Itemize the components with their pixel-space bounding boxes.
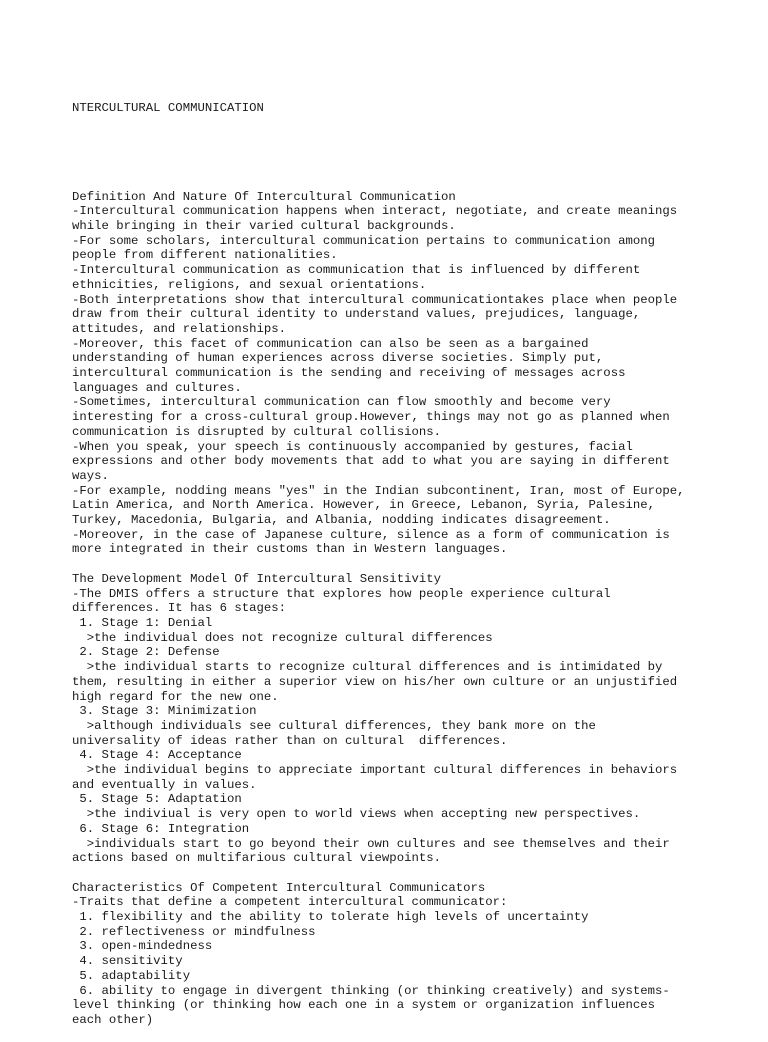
spacer <box>72 146 708 161</box>
text-line: >although individuals see cultural differences, they bank more on the <box>72 718 596 733</box>
text-line: 5. Stage 5: Adaptation <box>72 792 242 807</box>
text-line: universality of ideas rather than on cultural differences. <box>72 733 508 748</box>
text-line: 3. Stage 3: Minimization <box>72 704 257 719</box>
document-sections <box>72 190 708 1028</box>
text-line: -Moreover, in the case of Japanese culture, silence as a form of communication is <box>72 527 670 542</box>
section <box>72 881 708 1028</box>
text-line: -When you speak, your speech is continuously accompanied by gestures, facial <box>72 439 633 454</box>
text-line: draw from their cultural identity to understand values, prejudices, language, <box>72 307 641 322</box>
text-line: -Intercultural communication as communication that is influenced by different <box>72 263 641 278</box>
text-line: -For example, nodding means "yes" in the Indian subcontinent, Iran, most of Europe, <box>72 483 685 498</box>
text-line: -Intercultural communication happens when interact, negotiate, and create meanings <box>72 204 678 219</box>
text-line: >individuals start to go beyond their own cultures and see themselves and their <box>72 836 670 851</box>
section <box>72 190 708 572</box>
text-line: each other) <box>72 1012 154 1027</box>
text-line: attitudes, and relationships. <box>72 321 287 336</box>
text-line: Turkey, Macedonia, Bulgaria, and Albania, nodding indicates disagreement. <box>72 513 611 528</box>
text-line: 1. flexibility and the ability to tolerate high levels of uncertainty <box>72 910 589 925</box>
document-page <box>72 72 708 1042</box>
text-line: -For some scholars, intercultural communication pertains to communication among <box>72 233 655 248</box>
text-line: 5. adaptability <box>72 968 191 983</box>
text-line: more integrated in their customs than in Western languages. <box>72 542 508 557</box>
text-line: while bringing in their varied cultural backgrounds. <box>72 219 456 234</box>
text-line: interesting for a cross-cultural group.However, things may not go as planned when <box>72 410 670 425</box>
text-line: 2. reflectiveness or mindfulness <box>72 924 316 939</box>
text-line: >the indiviual is very open to world views when accepting new perspectives. <box>72 807 641 822</box>
text-line: -Sometimes, intercultural communication can flow smoothly and become very <box>72 395 611 410</box>
section-heading: Characteristics Of Competent Intercultural Communicators <box>72 880 486 895</box>
section-heading: The Development Model Of Intercultural Sensitivity <box>72 571 441 586</box>
text-line: communication is disrupted by cultural collisions. <box>72 424 441 439</box>
text-line: ethnicities, religions, and sexual orientations. <box>72 277 427 292</box>
text-line: 3. open-mindedness <box>72 939 213 954</box>
spacer <box>72 866 708 881</box>
text-line: 1. Stage 1: Denial <box>72 615 213 630</box>
text-line: differences. It has 6 stages: <box>72 601 287 616</box>
text-line: intercultural communication is the sending and receiving of messages across <box>72 366 626 381</box>
text-line: >the individual starts to recognize cultural differences and is intimidated by <box>72 660 663 675</box>
text-line: expressions and other body movements that add to what you are saying in different <box>72 454 670 469</box>
text-line: high regard for the new one. <box>72 689 279 704</box>
text-line: them, resulting in either a superior view on his/her own culture or an unjustified <box>72 674 678 689</box>
spacer <box>72 557 708 572</box>
text-line: -Traits that define a competent intercultural communicator: <box>72 895 508 910</box>
text-line: level thinking (or thinking how each one in a system or organization influences <box>72 998 655 1013</box>
text-line: ways. <box>72 468 109 483</box>
text-line: >the individual begins to appreciate important cultural differences in behaviors <box>72 763 678 778</box>
text-line: 6. ability to engage in divergent thinking (or thinking creatively) and systems- <box>72 983 670 998</box>
section <box>72 572 708 881</box>
text-line: actions based on multifarious cultural viewpoints. <box>72 851 441 866</box>
text-line: -Moreover, this facet of communication can also be seen as a bargained <box>72 336 589 351</box>
text-line: Latin America, and North America. However, in Greece, Lebanon, Syria, Palesine, <box>72 498 655 513</box>
text-line: understanding of human experiences across diverse societies. Simply put, <box>72 351 604 366</box>
text-line: -The DMIS offers a structure that explores how people experience cultural <box>72 586 611 601</box>
text-line: and eventually in values. <box>72 777 257 792</box>
text-line: 4. Stage 4: Acceptance <box>72 748 242 763</box>
text-line: >the individual does not recognize cultural differences <box>72 630 493 645</box>
section-heading: Definition And Nature Of Intercultural Communication <box>72 189 456 204</box>
text-line: people from different nationalities. <box>72 248 338 263</box>
text-line: -Both interpretations show that intercultural communicationtakes place when people <box>72 292 678 307</box>
text-line: 2. Stage 2: Defense <box>72 645 220 660</box>
text-line: languages and cultures. <box>72 380 242 395</box>
text-line: 4. sensitivity <box>72 954 183 969</box>
document-title: NTERCULTURAL COMMUNICATION <box>72 101 264 116</box>
text-line: 6. Stage 6: Integration <box>72 821 250 836</box>
